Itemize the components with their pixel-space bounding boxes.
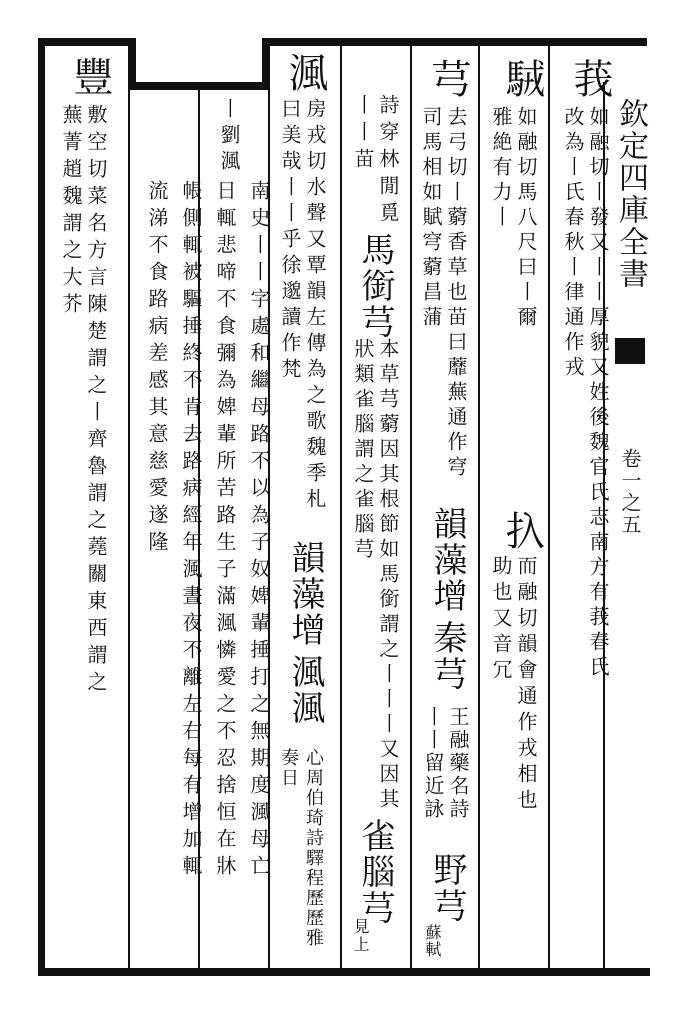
entry-head: 野芎 <box>427 852 467 924</box>
entry-text: 心周伯琦詩驛程歷歷雅奏日 <box>278 748 324 948</box>
entry-text: 蘇軾 <box>423 924 442 958</box>
entry-head: 馬銜芎 <box>355 232 395 340</box>
volume-label: 卷一之五 <box>618 448 642 536</box>
entry-text: 如融切丨發又丨丨厚貌又姓後魏官氏志南方有莪春氏改為丨氏春秋丨律通作戎 <box>561 106 610 681</box>
top-border-right <box>262 38 647 46</box>
entry-text: 見上 <box>351 918 370 954</box>
entry-head: 雀腦芎 <box>355 818 395 926</box>
fish-tail-mark <box>615 338 645 364</box>
left-border <box>38 38 45 975</box>
entry-head: 莪 <box>567 58 613 100</box>
top-border-left <box>38 38 133 46</box>
bottom-border <box>38 968 650 976</box>
entry-text: 詩穿林閒覓丨丨苗 <box>351 94 400 229</box>
book-title: 欽定四庫全書 <box>613 98 648 290</box>
entry-text: 南史丨丨字處和繼母路不以為子奴婢輩捶打之無期度渢母亡日輒悲啼不食彌為婢輩所苦路生子滿渢憐愛之不忍捨恒在牀帳側輒被驅捶終不肯去路病經年渢晝夜不離左右每有增加輒流涕不食路病差感其意慈愛遂隆 <box>145 180 271 882</box>
entry-text: 而融切韻會通作戎相也助也又音冗 <box>489 555 538 815</box>
entry-head: 丨劉渢 <box>217 98 241 176</box>
entry-text: 去弓切丨藭香草也苗曰蘼蕪通作穹司馬相如賦穹藭昌蒲 <box>419 106 468 481</box>
entry-text: 如融切馬八尺曰丨爾雅絶有力丨 <box>489 106 538 331</box>
entry-head: 駥 <box>499 58 545 100</box>
column-rule <box>340 46 342 968</box>
column-rule <box>478 46 480 968</box>
entry-head: 芎 <box>425 58 471 100</box>
column-rule <box>128 88 130 968</box>
entry-text: 敷空切菜名方言陳楚謂之丨齊魯謂之蕘關東西謂之蕪菁趙魏謂之大芥 <box>59 104 108 698</box>
entry-text: 本草芎藭因其根節如馬銜謂之丨丨丨又因其狀類雀腦謂之雀腦芎 <box>351 338 400 813</box>
entry-text: 房戎切水聲又覃韻左傳為之歌魏季札曰美哉丨丨乎徐邈讀作梵 <box>278 98 327 514</box>
entry-head: 豐 <box>67 56 113 98</box>
column-rule <box>410 46 412 968</box>
entry-head: 扖 <box>499 510 545 552</box>
entry-head: 秦芎 <box>427 620 467 692</box>
entry-text: 王融藥名詩丨丨留近詠 <box>421 706 470 821</box>
entry-head: 渢 <box>282 52 328 94</box>
column-rule <box>548 46 550 968</box>
section-marker: 韻藻增 <box>285 540 325 648</box>
entry-head: 渢渢 <box>285 654 325 726</box>
section-marker: 韻藻增 <box>427 506 467 614</box>
